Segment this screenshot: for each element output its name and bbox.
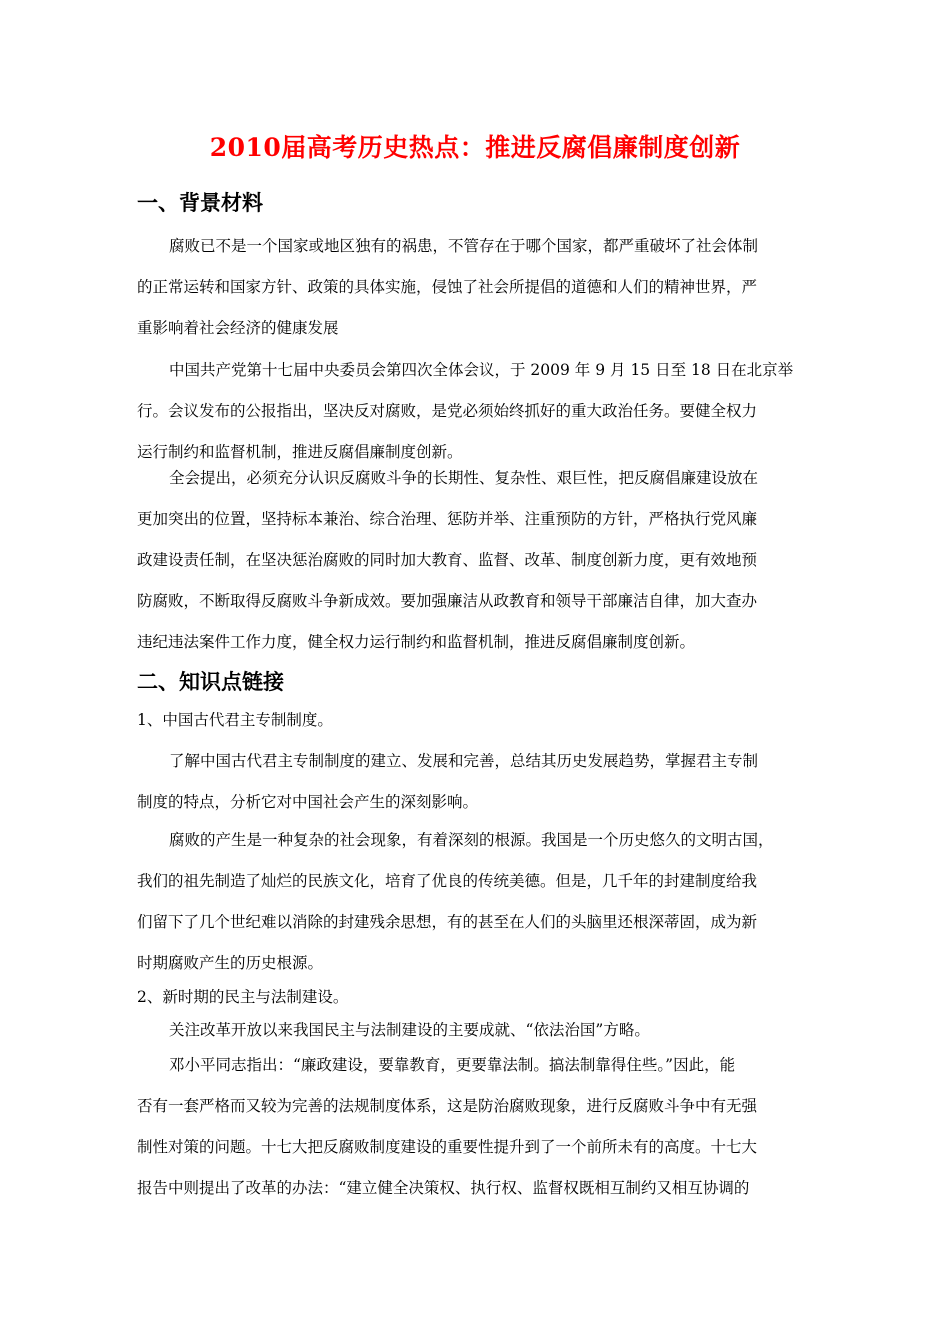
paragraph-line: 制度的特点，分析它对中国社会产生的深刻影响。: [137, 793, 479, 811]
paragraph-line: 的正常运转和国家方针、政策的具体实施，侵蚀了社会所提倡的道德和人们的精神世界，严: [137, 278, 758, 296]
paragraph-background-2: [137, 350, 815, 473]
paragraph-knowledge-1: [137, 741, 815, 823]
paragraph-line: 政建设责任制，在坚决惩治腐败的同时加大教育、监督、改革、制度创新力度，更有效地预: [137, 551, 758, 569]
paragraph-knowledge-4: [137, 1045, 815, 1209]
paragraph-line: 中国共产党第十七届中央委员会第四次全体会议，于 2009 年 9 月 15 日至 18 日在北京举: [169, 361, 794, 379]
list-item: 2、新时期的民主与法制建设。: [137, 988, 349, 1006]
document-title: 2010届高考历史热点：推进反腐倡廉制度创新: [209, 133, 741, 162]
paragraph-line: 更加突出的位置，坚持标本兼治、综合治理、惩防并举、注重预防的方针，严格执行党风廉: [137, 510, 758, 528]
paragraph-line: 防腐败，不断取得反腐败斗争新成效。要加强廉洁从政教育和领导干部廉洁自律，加大查办: [137, 592, 758, 610]
paragraph-line: 邓小平同志指出：“廉政建设，要靠教育，更要靠法制。搞法制靠得住些。”因此，能: [169, 1056, 736, 1074]
paragraph-line: 违纪违法案件工作力度，健全权力运行制约和监督机制，推进反腐倡廉制度创新。: [137, 633, 696, 651]
paragraph-line: 运行制约和监督机制，推进反腐倡廉制度创新。: [137, 443, 463, 461]
paragraph-knowledge-2: [137, 820, 815, 984]
paragraph-line: 腐败已不是一个国家或地区独有的祸患，不管存在于哪个国家，都严重破坏了社会体制: [169, 237, 759, 255]
knowledge-item-1: [137, 700, 815, 741]
paragraph-line: 了解中国古代君主专制制度的建立、发展和完善，总结其历史发展趋势，掌握君主专制: [169, 752, 759, 770]
paragraph-line: 我们的祖先制造了灿烂的民族文化，培育了优良的传统美德。但是，几千年的封建制度给我: [137, 872, 758, 890]
section-heading-knowledge: 二、知识点链接: [137, 669, 284, 694]
paragraph-line: 行。会议发布的公报指出，坚决反对腐败，是党必须始终抓好的重大政治任务。要健全权力: [137, 402, 758, 420]
list-item: 1、中国古代君主专制制度。: [137, 711, 333, 729]
paragraph-line: 全会提出，必须充分认识反腐败斗争的长期性、复杂性、艰巨性，把反腐倡廉建设放在: [169, 469, 759, 487]
paragraph-line: 制性对策的问题。十七大把反腐败制度建设的重要性提升到了一个前所未有的高度。十七大: [137, 1138, 758, 1156]
paragraph-line: 们留下了几个世纪难以消除的封建残余思想，有的甚至在人们的头脑里还根深蒂固，成为新: [137, 913, 758, 931]
paragraph-line: 腐败的产生是一种复杂的社会现象，有着深刻的根源。我国是一个历史悠久的文明古国，: [169, 831, 774, 849]
paragraph-line: 关注改革开放以来我国民主与法制建设的主要成就、“依法治国”方略。: [169, 1021, 650, 1039]
section-heading-background: 一、背景材料: [137, 190, 263, 215]
paragraph-background-1: [137, 226, 815, 349]
paragraph-background-3: [137, 458, 815, 663]
paragraph-line: 否有一套严格而又较为完善的法规制度体系，这是防治腐败现象，进行反腐败斗争中有无强: [137, 1097, 758, 1115]
paragraph-line: 重影响着社会经济的健康发展: [137, 319, 339, 337]
paragraph-line: 时期腐败产生的历史根源。: [137, 954, 324, 972]
paragraph-line: 报告中则提出了改革的办法：“建立健全决策权、执行权、监督权既相互制约又相互协调的: [137, 1179, 750, 1197]
